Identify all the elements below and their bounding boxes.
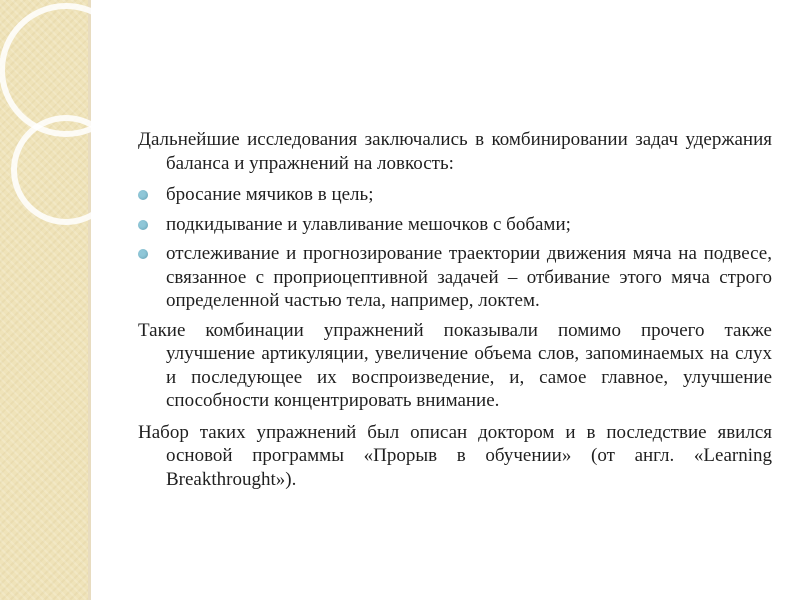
list-item-text: подкидывание и улавливание мешочков с бобами; bbox=[166, 213, 571, 235]
bullet-dot-icon bbox=[138, 220, 148, 230]
list-item-text: отслеживание и прогнозирование траектории движения мяча на подвесе, связанное с проприоцептивной задачей – отбивание этого мяча строго определенной частью тела, например, локтем. bbox=[166, 243, 772, 311]
list-item bbox=[138, 213, 772, 237]
list-item bbox=[138, 242, 772, 313]
list-item-text: бросание мячиков в цель; bbox=[166, 184, 374, 205]
paragraph-results: Такие комбинации упражнений показывали помимо прочего также улучшение артикуляции, увеличение объема слов, запоминаемых на слух и последующее их воспроизведение, и, самое главное, улучшение способности концентрировать внимание. bbox=[138, 319, 772, 411]
paragraph-program: Набор таких упражнений был описан доктором и в последствие явился основой программы «Прорыв в обучении» (от англ. «Learning Breakthrought»). bbox=[138, 421, 772, 490]
band-edge bbox=[88, 0, 91, 600]
slide-body bbox=[138, 128, 772, 499]
decorative-band bbox=[0, 0, 88, 600]
list-item bbox=[138, 183, 772, 207]
bullet-list bbox=[138, 183, 772, 313]
intro-paragraph: Дальнейшие исследования заключались в комбинировании задач удержания баланса и упражнений на ловкость: bbox=[138, 129, 772, 174]
bullet-dot-icon bbox=[138, 249, 148, 259]
bullet-dot-icon bbox=[138, 190, 148, 200]
